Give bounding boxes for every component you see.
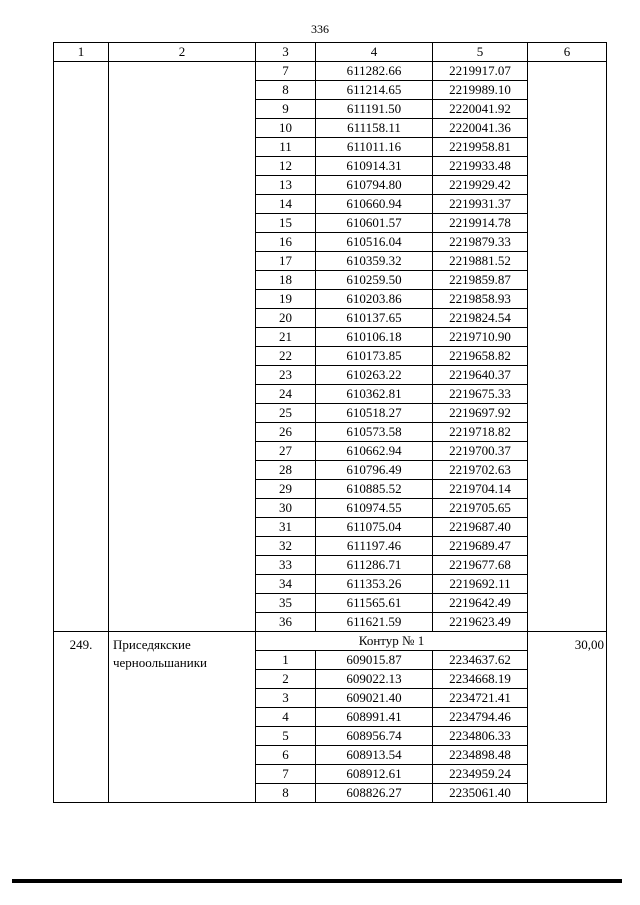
coordinate-y: 2219718.82 <box>433 423 528 442</box>
coordinate-x: 611191.50 <box>316 100 433 119</box>
point-number: 3 <box>256 689 316 708</box>
coordinate-y: 2219675.33 <box>433 385 528 404</box>
point-number: 26 <box>256 423 316 442</box>
point-number: 35 <box>256 594 316 613</box>
coordinate-x: 608913.54 <box>316 746 433 765</box>
coordinate-x: 610359.32 <box>316 252 433 271</box>
coordinate-y: 2219881.52 <box>433 252 528 271</box>
coordinate-x: 608991.41 <box>316 708 433 727</box>
point-number: 28 <box>256 461 316 480</box>
coordinate-y: 2219958.81 <box>433 138 528 157</box>
coordinate-x: 609015.87 <box>316 651 433 670</box>
coordinate-x: 610516.04 <box>316 233 433 252</box>
coordinate-y: 2219640.37 <box>433 366 528 385</box>
coordinate-y: 2219879.33 <box>433 233 528 252</box>
coordinate-y: 2234637.62 <box>433 651 528 670</box>
coordinate-x: 611621.59 <box>316 613 433 632</box>
table-row <box>54 62 607 81</box>
item-number-cell <box>54 62 109 632</box>
coordinate-x: 610974.55 <box>316 499 433 518</box>
coordinate-y: 2219989.10 <box>433 81 528 100</box>
coordinate-x: 610259.50 <box>316 271 433 290</box>
point-number: 8 <box>256 784 316 803</box>
point-number: 22 <box>256 347 316 366</box>
coordinate-y: 2234959.24 <box>433 765 528 784</box>
coordinate-y: 2219692.11 <box>433 575 528 594</box>
coordinate-x: 611353.26 <box>316 575 433 594</box>
coordinate-x: 611075.04 <box>316 518 433 537</box>
coordinate-x: 608956.74 <box>316 727 433 746</box>
point-number: 8 <box>256 81 316 100</box>
coordinate-y: 2219689.47 <box>433 537 528 556</box>
item-number: 249. <box>54 632 109 803</box>
coordinate-x: 611282.66 <box>316 62 433 81</box>
coordinate-x: 609022.13 <box>316 670 433 689</box>
point-number: 17 <box>256 252 316 271</box>
coordinate-y: 2219658.82 <box>433 347 528 366</box>
column-header-row <box>54 43 607 62</box>
point-number: 10 <box>256 119 316 138</box>
coordinate-x: 610601.57 <box>316 214 433 233</box>
point-number: 33 <box>256 556 316 575</box>
point-number: 2 <box>256 670 316 689</box>
item-name: Приседякские черноольшаники <box>109 632 256 803</box>
page-number: 336 <box>311 22 329 36</box>
coordinate-x: 608826.27 <box>316 784 433 803</box>
coordinate-y: 2234668.19 <box>433 670 528 689</box>
coordinate-y: 2219700.37 <box>433 442 528 461</box>
point-number: 25 <box>256 404 316 423</box>
coordinate-y: 2219824.54 <box>433 309 528 328</box>
column-header: 3 <box>256 43 316 62</box>
coordinate-y: 2219677.68 <box>433 556 528 575</box>
coordinate-x: 611011.16 <box>316 138 433 157</box>
point-number: 1 <box>256 651 316 670</box>
point-number: 20 <box>256 309 316 328</box>
point-number: 4 <box>256 708 316 727</box>
point-number: 9 <box>256 100 316 119</box>
coordinate-x: 610796.49 <box>316 461 433 480</box>
coordinate-x: 610573.58 <box>316 423 433 442</box>
point-number: 7 <box>256 765 316 784</box>
point-number: 21 <box>256 328 316 347</box>
coordinate-y: 2219687.40 <box>433 518 528 537</box>
coordinate-x: 609021.40 <box>316 689 433 708</box>
point-number: 31 <box>256 518 316 537</box>
point-number: 29 <box>256 480 316 499</box>
coordinate-x: 611197.46 <box>316 537 433 556</box>
coordinate-y: 2219929.42 <box>433 176 528 195</box>
point-number: 32 <box>256 537 316 556</box>
coordinate-y: 2219931.37 <box>433 195 528 214</box>
coordinate-x: 610362.81 <box>316 385 433 404</box>
column-header: 5 <box>433 43 528 62</box>
point-number: 18 <box>256 271 316 290</box>
point-number: 36 <box>256 613 316 632</box>
coordinate-x: 610137.65 <box>316 309 433 328</box>
point-number: 12 <box>256 157 316 176</box>
bottom-rule <box>12 879 622 883</box>
coordinate-y: 2234806.33 <box>433 727 528 746</box>
coordinate-y: 2219859.87 <box>433 271 528 290</box>
point-number: 15 <box>256 214 316 233</box>
coordinate-y: 2219702.63 <box>433 461 528 480</box>
coordinate-y: 2219642.49 <box>433 594 528 613</box>
coordinate-y: 2234898.48 <box>433 746 528 765</box>
coordinate-y: 2219705.65 <box>433 499 528 518</box>
point-number: 13 <box>256 176 316 195</box>
coordinate-y: 2219933.48 <box>433 157 528 176</box>
column-header: 1 <box>54 43 109 62</box>
coordinate-x: 608912.61 <box>316 765 433 784</box>
coordinate-x: 611214.65 <box>316 81 433 100</box>
coordinate-y: 2234721.41 <box>433 689 528 708</box>
point-number: 23 <box>256 366 316 385</box>
coordinate-x: 610914.31 <box>316 157 433 176</box>
coordinate-x: 611286.71 <box>316 556 433 575</box>
coordinate-y: 2219710.90 <box>433 328 528 347</box>
coordinate-x: 610885.52 <box>316 480 433 499</box>
coordinate-y: 2219914.78 <box>433 214 528 233</box>
column-header: 2 <box>109 43 256 62</box>
point-number: 19 <box>256 290 316 309</box>
coordinate-x: 610518.27 <box>316 404 433 423</box>
coordinate-x: 610203.86 <box>316 290 433 309</box>
coordinate-y: 2219858.93 <box>433 290 528 309</box>
point-number: 14 <box>256 195 316 214</box>
coordinate-x: 610173.85 <box>316 347 433 366</box>
table-row <box>54 632 607 651</box>
coordinate-y: 2219917.07 <box>433 62 528 81</box>
point-number: 27 <box>256 442 316 461</box>
point-number: 7 <box>256 62 316 81</box>
coordinate-y: 2219623.49 <box>433 613 528 632</box>
point-number: 6 <box>256 746 316 765</box>
point-number: 34 <box>256 575 316 594</box>
coordinate-x: 610662.94 <box>316 442 433 461</box>
coordinate-y: 2219704.14 <box>433 480 528 499</box>
point-number: 11 <box>256 138 316 157</box>
coordinate-x: 611565.61 <box>316 594 433 613</box>
column-header: 6 <box>528 43 607 62</box>
column-header: 4 <box>316 43 433 62</box>
point-number: 16 <box>256 233 316 252</box>
coordinate-y: 2235061.40 <box>433 784 528 803</box>
area-cell <box>528 62 607 632</box>
coordinate-y: 2234794.46 <box>433 708 528 727</box>
coordinate-x: 610794.80 <box>316 176 433 195</box>
coordinate-y: 2219697.92 <box>433 404 528 423</box>
coordinate-x: 610660.94 <box>316 195 433 214</box>
contour-label: Контур № 1 <box>256 632 528 651</box>
coordinate-y: 2220041.36 <box>433 119 528 138</box>
coordinate-x: 610263.22 <box>316 366 433 385</box>
coordinates-table <box>53 42 607 803</box>
point-number: 30 <box>256 499 316 518</box>
coordinate-x: 611158.11 <box>316 119 433 138</box>
item-name-cell <box>109 62 256 632</box>
item-area: 30,00 <box>528 632 607 803</box>
coordinate-x: 610106.18 <box>316 328 433 347</box>
coordinate-y: 2220041.92 <box>433 100 528 119</box>
point-number: 24 <box>256 385 316 404</box>
point-number: 5 <box>256 727 316 746</box>
